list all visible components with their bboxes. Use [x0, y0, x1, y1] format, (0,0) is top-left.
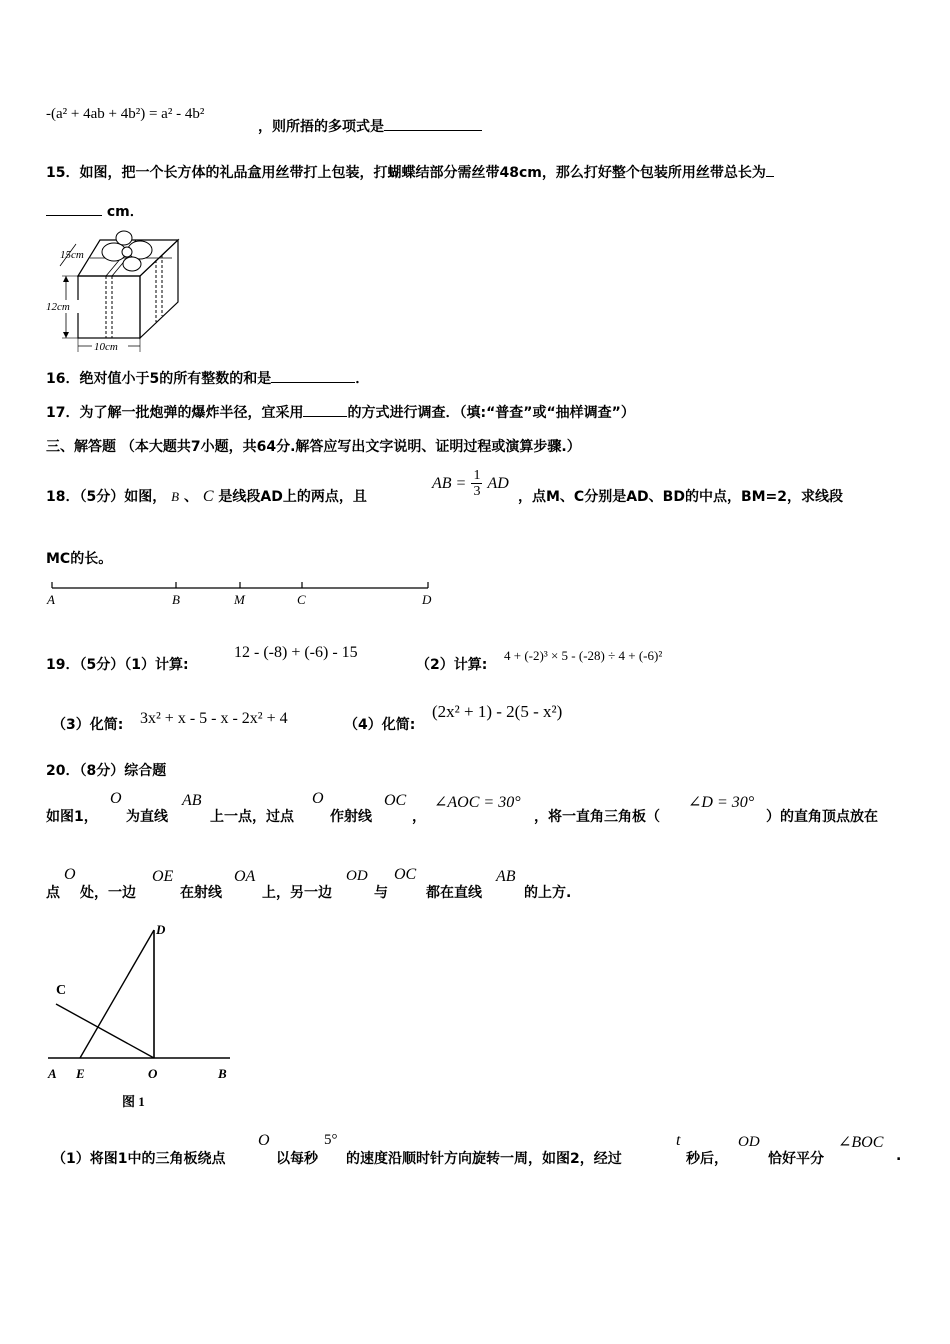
q20-line1-angled: ∠D = 30°: [688, 794, 755, 811]
q20-line1-ab: AB: [182, 792, 202, 809]
label-b: B: [218, 1066, 227, 1081]
label-c: C: [56, 983, 67, 998]
q20-s1-t: t: [676, 1132, 681, 1149]
q14-text: [258, 116, 482, 136]
q16-answer-blank: [271, 368, 355, 383]
q16-question: 16．绝对值小于5的所有整数的和是: [46, 371, 272, 387]
q20-s1-e: 恰好平分: [768, 1151, 824, 1167]
q20-line2-a: 点: [46, 885, 60, 901]
q18-suffix: ，点M、C分别是AD、BD的中点，BM=2，求线段: [518, 489, 844, 505]
q17-answer-blank: [303, 402, 347, 417]
label-a: A: [47, 592, 55, 607]
q20-line1-d: 作射线: [330, 809, 372, 825]
q18-sep: 、: [183, 489, 198, 505]
q17-question-2: 的方式进行调查．（填:“普查”或“抽样调查”）: [347, 405, 635, 421]
dim-10-label: 10cm: [94, 341, 118, 353]
q18-line2: MC的长。: [46, 551, 113, 567]
q18-ab: AB =: [432, 475, 467, 492]
q20-line1-o: O: [110, 790, 122, 807]
q20-s1-d: 秒后，: [686, 1151, 728, 1167]
q20-line2-b: 处，一边: [80, 885, 136, 901]
q20-line2-oa: OA: [234, 868, 256, 885]
label-c: C: [297, 592, 306, 607]
dim-12-arrow-top: [63, 276, 69, 282]
dim-12-arrow-bottom: [63, 332, 69, 338]
gift-box-figure: [46, 230, 186, 354]
q19-p2-label: （2）计算:: [416, 657, 488, 673]
line-ed: [80, 930, 154, 1058]
line-oc: [56, 1004, 154, 1058]
q19-p3-expr: 3x² + x - 5 - x - 2x² + 4: [140, 710, 288, 727]
q20-line2-od: OD: [346, 868, 368, 884]
q20-line1-c: 上一点，过点: [210, 809, 294, 825]
q20-line2-oe: OE: [152, 868, 174, 885]
q19-p1-label: 19．（5分）（1）计算:: [46, 657, 189, 673]
q20-line1-o2: O: [312, 790, 324, 807]
q18-formula: [432, 468, 509, 499]
q14-text-label: ，则所捂的多项式是: [258, 119, 384, 135]
q20-s1-f: .: [896, 1148, 902, 1164]
q20-line2-f: 都在直线: [426, 885, 482, 901]
q20-header: 20．（8分）综合题: [46, 763, 167, 779]
q20-line1-f: ，将一直角三角板（: [534, 809, 660, 825]
q20-line2-g: 的上方.: [524, 885, 572, 901]
q20-line2-c: 在射线: [180, 885, 222, 901]
label-d: D: [156, 922, 166, 937]
q20-s1-o: O: [258, 1132, 270, 1149]
label-d: D: [422, 592, 432, 607]
q19-p4-label: （4）化简:: [344, 717, 416, 733]
q20-line2-ab: AB: [496, 868, 516, 885]
q19-p4-expr: (2x² + 1) - 2(5 - x²): [432, 702, 563, 721]
q20-line1-a: 如图1，: [46, 809, 98, 825]
q18-prefix: 18．（5分）如图，: [46, 489, 167, 505]
q20-line1-angle: ∠AOC = 30°: [434, 794, 521, 811]
q20-s1-c: 的速度沿顺时针方向旋转一周，如图2，经过: [346, 1151, 622, 1167]
dim-15-label: 15cm: [60, 249, 84, 261]
q14-answer-blank: [384, 116, 482, 131]
q20-s1-a: （1）将图1中的三角板绕点: [52, 1151, 226, 1167]
q15-unit: cm．: [106, 204, 144, 220]
q19-p1-expr: 12 - (-8) + (-6) - 15: [234, 644, 358, 661]
q18-point-b: B: [171, 489, 180, 504]
q20-line1-b: 为直线: [126, 809, 168, 825]
q16-text: [46, 368, 369, 388]
q18-line1: [46, 486, 367, 506]
q15-text: [46, 162, 774, 182]
bow-icon: [102, 231, 152, 271]
q15-blank-start: [766, 162, 774, 177]
q20-line2-d: 上，另一边: [262, 885, 332, 901]
q20-s1-od: OD: [738, 1134, 760, 1150]
q20-s1-deg: 5°: [324, 1132, 338, 1148]
q20-line1-g: ）的直角顶点放在: [766, 809, 878, 825]
segment-figure: [42, 576, 442, 610]
q20-s1-angle: ∠BOC: [838, 1134, 884, 1151]
q18-mid: 是线段AD上的两点，且: [218, 489, 367, 505]
q20-line1-e: ，: [412, 809, 426, 825]
q18-ad: AD: [487, 475, 509, 492]
q17-question-1: 17．为了解一批炮弹的爆炸半径，宜采用: [46, 405, 304, 421]
label-m: M: [234, 592, 245, 607]
label-a: A: [48, 1066, 57, 1081]
q20-line2-o: O: [64, 866, 76, 883]
q19-p3-label: （3）化简:: [52, 717, 124, 733]
q17-text: [46, 402, 635, 422]
dim-12-label: 12cm: [46, 301, 70, 313]
q20-line2-e: 与: [374, 885, 388, 901]
q14-formula: -(a² + 4ab + 4b²) = a² - 4b²: [46, 106, 205, 122]
box-front: [78, 276, 140, 338]
q18-fraction: [471, 468, 482, 499]
label-o: O: [148, 1066, 158, 1081]
q15-tail: [46, 201, 144, 221]
q20-s1-b: 以每秒: [276, 1151, 318, 1167]
q15-answer-blank: [46, 201, 102, 216]
q16-period: ．: [355, 371, 370, 387]
q15-question: 15．如图，把一个长方体的礼品盒用丝带打上包装，打蝴蝶结部分需丝带48cm，那么打好整个包装所用丝带总长为: [46, 165, 766, 181]
section3-heading: 三、解答题 （本大题共7小题，共64分.解答应写出文字说明、证明过程或演算步骤.）: [46, 439, 581, 455]
figure-caption: 图 1: [122, 1094, 145, 1109]
q18-point-c: C: [202, 488, 214, 505]
q20-line2-oc: OC: [394, 866, 417, 883]
label-b: B: [172, 592, 180, 607]
label-e: E: [76, 1066, 85, 1081]
q19-p2-expr: 4 + (-2)³ × 5 - (-28) ÷ 4 + (-6)²: [504, 648, 663, 663]
q18-frac-num: 1: [473, 468, 481, 483]
q20-line1-oc: OC: [384, 792, 407, 809]
figure-1: [44, 920, 244, 1114]
q18-frac-den: 3: [473, 484, 481, 499]
